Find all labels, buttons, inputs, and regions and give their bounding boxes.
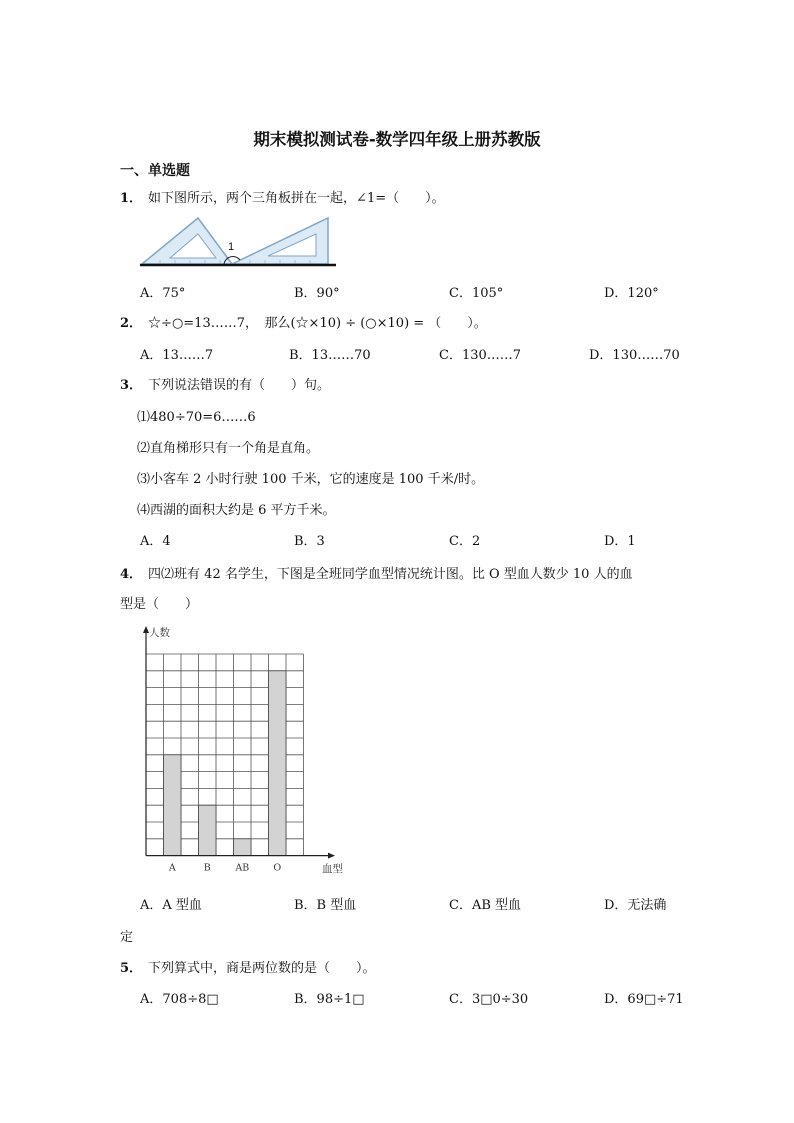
question-2-option-a[interactable]: A．13……7 [140, 348, 214, 363]
question-3-statement-3: ⑶小客车 2 小时行驶 100 千米，它的速度是 100 千米/时。 [137, 472, 485, 487]
angle-label: 1 [228, 241, 235, 253]
question-4 [120, 563, 633, 582]
x-tick-label-o: O [273, 862, 282, 874]
chart-x-axis-label: 血型 [322, 863, 343, 875]
question-4-option-b[interactable]: B．B 型血 [294, 898, 357, 913]
question-5-option-d[interactable]: D．69□÷71 [604, 992, 684, 1007]
question-1-option-a[interactable]: A．75° [140, 286, 186, 301]
question-5-option-a[interactable]: A．708÷8□ [140, 992, 219, 1007]
blood-type-chart [128, 624, 348, 880]
x-tick-label-b: B [203, 862, 211, 874]
question-2-number: 2． [120, 316, 143, 331]
question-4-option-a[interactable]: A．A 型血 [140, 898, 202, 913]
question-3-option-b[interactable]: B．3 [294, 534, 325, 549]
bar-ab [234, 839, 252, 856]
question-3-option-c[interactable]: C．2 [449, 534, 481, 549]
section-heading: 一、单选题 [120, 163, 190, 179]
question-1-option-d[interactable]: D．120° [604, 286, 659, 301]
chart-bars [164, 671, 287, 856]
question-1-option-b[interactable]: B．90° [294, 286, 340, 301]
x-axis-arrow [328, 853, 335, 859]
question-4-option-d[interactable]: D．无法确 [604, 898, 667, 913]
triangle-rulers-figure [140, 212, 340, 270]
question-5-number: 5． [120, 961, 143, 976]
question-3-text: 下列说法错误的有（ ）句。 [148, 378, 331, 393]
question-5-text: 下列算式中，商是两位数的是（ ）。 [148, 961, 376, 976]
question-1-option-c[interactable]: C．105° [449, 286, 504, 301]
question-3-option-a[interactable]: A．4 [140, 534, 171, 549]
question-3-statement-1: ⑴480÷70=6……6 [137, 410, 256, 425]
question-4-option-d-wrap: 定 [120, 930, 134, 945]
bar-o [269, 671, 287, 856]
question-1-number: 1． [120, 191, 143, 206]
question-2 [120, 312, 487, 331]
question-4-number: 4． [120, 567, 143, 582]
question-5-option-c[interactable]: C．3□0÷30 [449, 992, 529, 1007]
question-5-option-b[interactable]: B．98÷1□ [294, 992, 365, 1007]
bar-b [199, 805, 217, 855]
question-5 [120, 957, 376, 976]
question-3-number: 3． [120, 378, 143, 393]
x-tick-label-ab: AB [235, 862, 250, 874]
x-tick-label-a: A [168, 862, 176, 874]
question-4-option-c[interactable]: C．AB 型血 [449, 898, 522, 913]
question-4-text-line-2: 型是（ ） [120, 597, 199, 612]
question-4-text-line-1: 四⑵班有 42 名学生，下图是全班同学血型情况统计图。比 O 型血人数少 10 人的血 [148, 567, 633, 582]
question-2-option-d[interactable]: D．130……70 [589, 348, 680, 363]
question-1 [120, 187, 445, 206]
question-3-statement-2: ⑵直角梯形只有一个角是直角。 [137, 441, 320, 456]
question-2-option-b[interactable]: B．13……70 [289, 348, 371, 363]
bar-a [164, 755, 182, 856]
chart-x-ticks [168, 863, 282, 874]
chart-y-axis-label: 人数 [149, 627, 170, 639]
question-3-option-d[interactable]: D．1 [604, 534, 636, 549]
question-3-statement-4: ⑷西湖的面积大约是 6 平方千米。 [137, 503, 336, 518]
question-2-option-c[interactable]: C．130……7 [439, 348, 522, 363]
question-3 [120, 374, 330, 393]
page-title: 期末模拟测试卷-数学四年级上册苏教版 [253, 130, 541, 149]
question-2-text: ☆÷○=13……7， 那么(☆×10) ÷ (○×10) = （ ）。 [148, 316, 487, 331]
question-1-text: 如下图所示，两个三角板拼在一起，∠1=（ ）。 [148, 191, 445, 206]
